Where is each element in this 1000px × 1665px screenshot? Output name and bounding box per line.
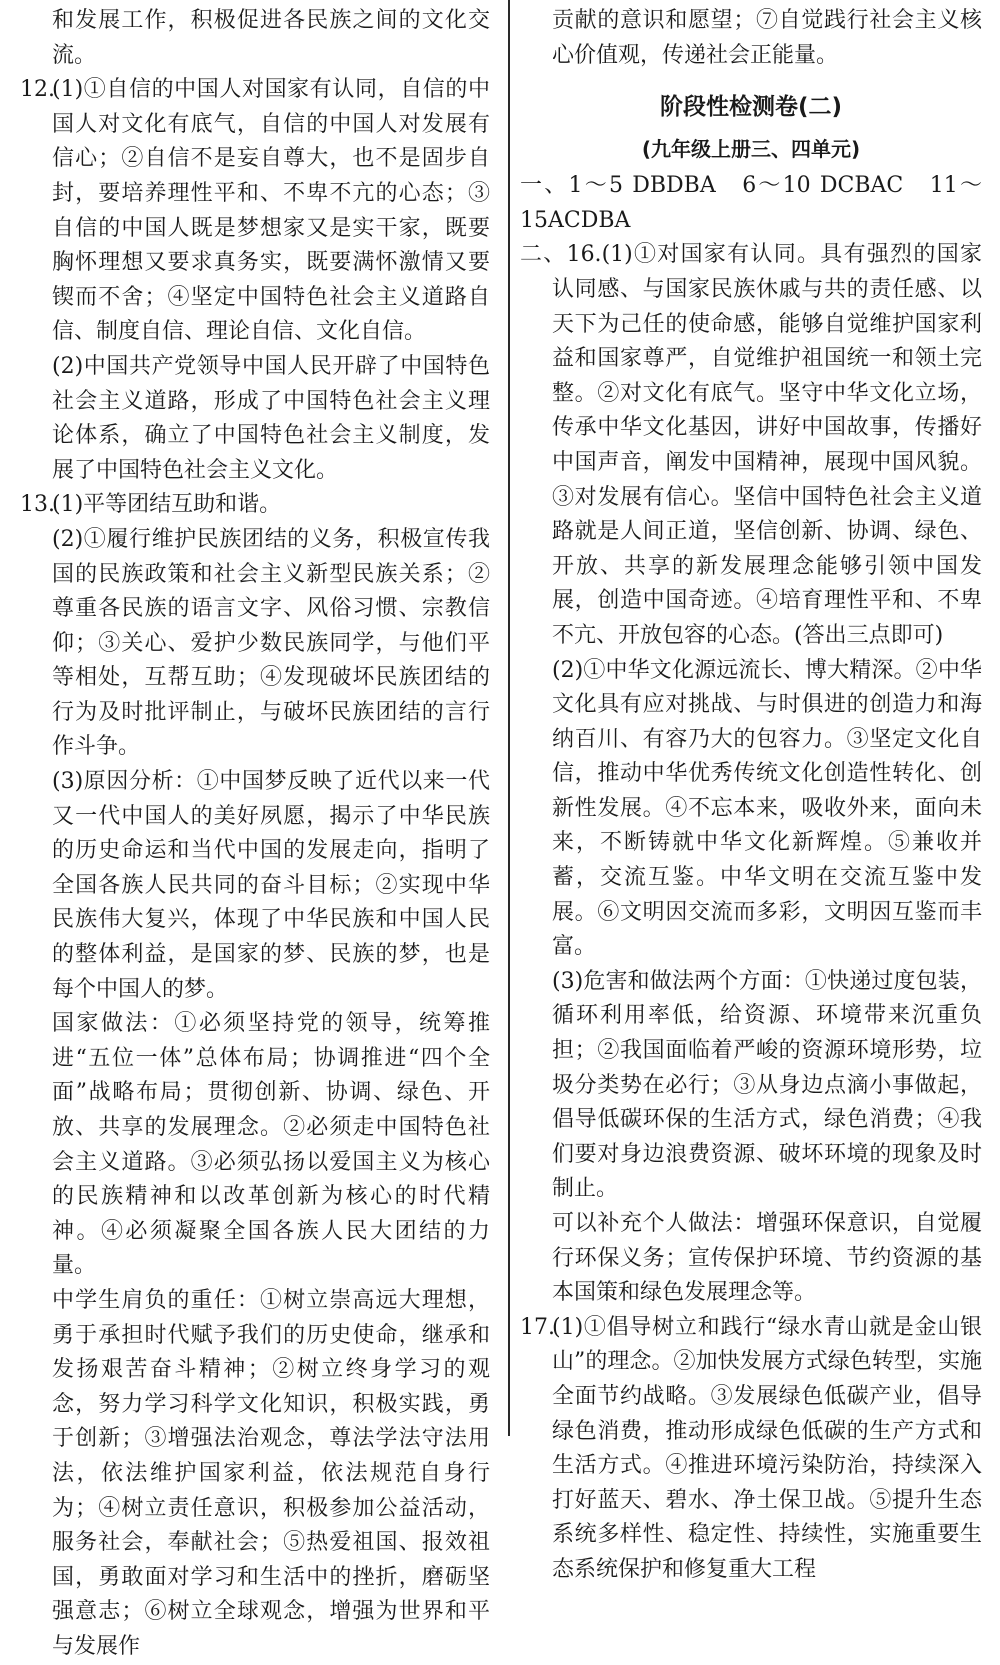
q12-part1 <box>20 73 490 350</box>
right-column <box>520 4 982 1588</box>
q13-part2: (2)①履行维护民族团结的义务，积极宣传我国的民族政策和社会主义新型民族关系；②尊重各民族的语言文字、风俗习惯、宗教信仰；③关心、爱护少数民族同学，与他们平等相处，互帮互助；④发现破坏民族团结的行为及时批评制止，与破坏民族团结的言行作斗争。 <box>52 526 490 760</box>
question-16 <box>520 238 982 1310</box>
q16-part2: (2)①中华文化源远流长、博大精深。②中华文化具有应对挑战、与时俱进的创造力和海纳百川、有容乃大的包容力。③坚定文化自信，推动中华优秀传统文化创造性转化、创新性发展。④不忘本来，吸收外来，面向未来，不断铸就中华文化新辉煌。⑤兼收并蓄，交流互鉴。中华文明在交流互鉴中发展。⑥文明因交流而多彩，文明因互鉴而丰富。 <box>552 657 982 960</box>
intro-text: 和发展工作，积极促进各民族之间的文化交流。 <box>52 8 490 68</box>
q13-part1-text: (1)平等团结互助和谐。 <box>52 492 282 518</box>
q17-number: 17. <box>520 1314 555 1340</box>
q12-number: 12. <box>20 77 55 103</box>
q13-part1 <box>20 488 490 523</box>
section-subtitle: (九年级上册三、四单元) <box>641 137 861 162</box>
question-17 <box>520 1311 982 1588</box>
q16-part1-text: (1)①对国家有认同。具有强烈的国家认同感、与国家民族休戚与共的责任感、以天下为己任的使命感，能够自觉维护国家利益和国家尊严，自觉维护祖国统一和领土完整。②对文化有底气。坚守中华文化立场，传承中华文化基因，讲好中国故事，传播好中国声音，阐发中国精神，展现中国风貌。③对发展有信心。坚信中国特色社会主义道路就是人间正道，坚信创新、协调、绿色、开放、共享的新发展理念能够引领中国发展，创造中国奇迹。④培育理性平和、不卑不亢、开放包容的心态。(答出三点即可) <box>552 242 982 648</box>
question-13 <box>20 488 490 1664</box>
column-divider <box>508 0 510 1436</box>
q13-part3: (3)原因分析：①中国梦反映了近代以来一代又一代中国人的美好夙愿，揭示了中华民族的历史命运和当代中国的发展走向，指明了全国各族人民共同的奋斗目标；②实现中华民族伟大复兴，体现了中华民族和中国人民的整体利益，是国家的梦、民族的梦，也是每个中国人的梦。 <box>52 769 490 1002</box>
q17-part1-text: (1)①倡导树立和践行“绿水青山就是金山银山”的理念。②加快发展方式绿色转型，实施全面节约战略。③发展绿色低碳产业，倡导绿色消费，推动形成绿色低碳的生产方式和生活方式。④推进环境污染防治，持续深入打好蓝天、碧水、净土保卫战。⑤提升生态系统多样性、稳定性、持续性，实施重要生态系统保护和修复重大工程 <box>552 1314 982 1582</box>
continuation-text: 贡献的意识和愿望；⑦自觉践行社会主义核心价值观，传递社会正能量。 <box>552 8 982 68</box>
q13-part4: 国家做法：①必须坚持党的领导，统筹推进“五位一体”总体布局；协调推进“四个全面”战略布局；贯彻创新、协调、绿色、开放、共享的发展理念。②必须走中国特色社会主义道路。③必须弘扬以爱国主义为核心的民族精神和以改革创新为核心的时代精神。④必须凝聚全国各族人民大团结的力量。 <box>52 1011 490 1279</box>
section-title: 阶段性检测卷(二) <box>659 94 843 121</box>
q13-number: 13. <box>20 492 55 518</box>
q13-part5: 中学生肩负的重任：①树立崇高远大理想，勇于承担时代赋予我们的历史使命，继承和发扬艰苦奋斗精神；②树立终身学习的观念，努力学习科学文化知识，积极实践，勇于创新；③增强法治观念，尊法学法守法用法，依法维护国家利益，依法规范自身行为；④树立责任意识，积极参加公益活动，服务社会，奉献社会；⑤热爱祖国、报效祖国，勇敢面对学习和生活中的挫折，磨砺坚强意志；⑥树立全球观念，增强为世界和平与发展作 <box>52 1287 490 1659</box>
left-column <box>20 4 490 1665</box>
q16-part3: (3)危害和做法两个方面：①快递过度包装，循环利用率低，给资源、环境带来沉重负担；②我国面临着严峻的资源环境形势，垃圾分类势在必行；③从身边点滴小事做起，倡导低碳环保的生活方式，绿色消费；④我们要对身边浪费资源、破坏环境的现象及时制止。 <box>552 968 982 1202</box>
q16-part1 <box>520 238 982 653</box>
q16-number: 二、16. <box>520 242 602 268</box>
question-12 <box>20 73 490 488</box>
q17-part1 <box>520 1311 982 1588</box>
q12-part2: (2)中国共产党领导中国人民开辟了中国特色社会主义道路，形成了中国特色社会主义理论体系，确立了中国特色社会主义制度，发展了中国特色社会主义文化。 <box>52 353 490 483</box>
multiple-choice-answers: 一、1～5 DBDBA 6～10 DCBAC 11～15ACDBA <box>520 173 982 233</box>
q12-part1-text: (1)①自信的中国人对国家有认同，自信的中国人对文化有底气，自信的中国人对发展有信心；②自信不是妄自尊大，也不是固步自封，要培养理性平和、不卑不亢的心态；③自信的中国人既是梦想家又是实干家，既要胸怀理想又要求真务实，既要满怀激情又要锲而不舍；④坚定中国特色社会主义道路自信、制度自信、理论自信、文化自信。 <box>52 77 490 345</box>
q16-part4: 可以补充个人做法：增强环保意识，自觉履行环保义务；宣传保护环境、节约资源的基本国策和绿色发展理念等。 <box>552 1211 982 1306</box>
